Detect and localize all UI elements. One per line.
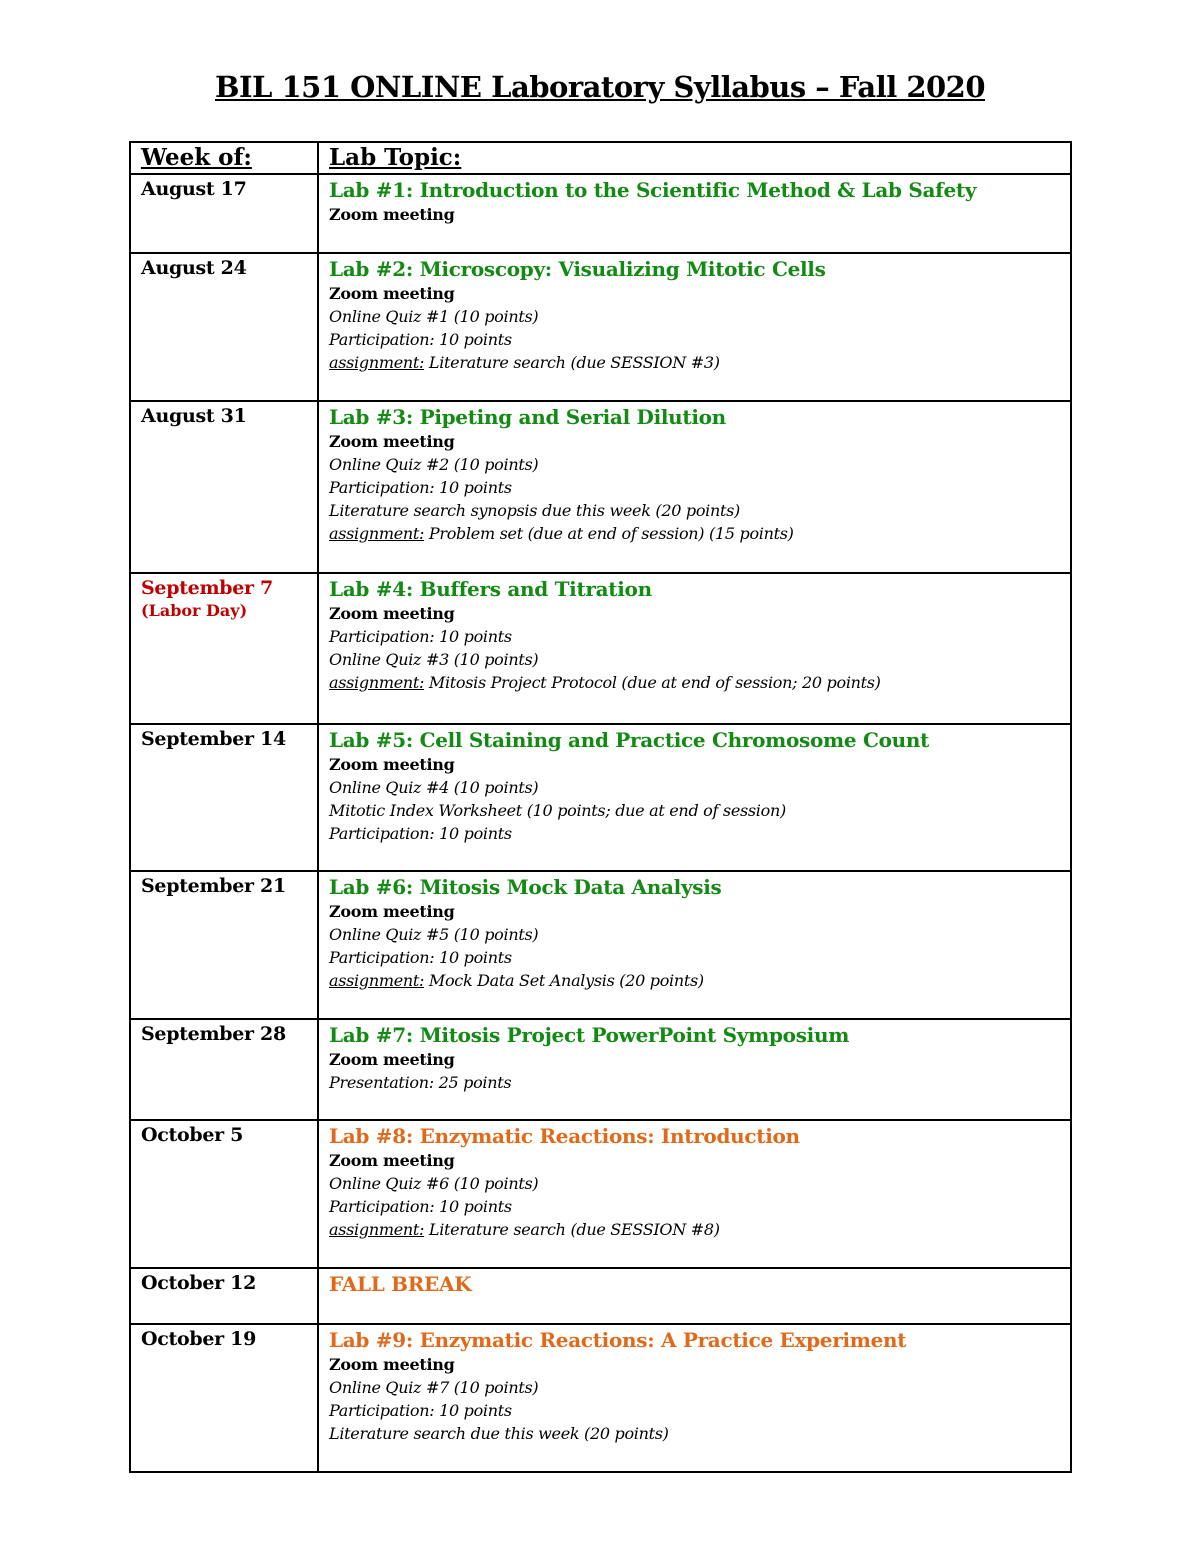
assignment-text: Mock Data Set Analysis (20 points) bbox=[424, 971, 704, 990]
lab-topic: Lab #7: Mitosis Project PowerPoint Symposium bbox=[329, 1023, 850, 1047]
week-header: Week of: bbox=[130, 142, 318, 174]
quiz-item: Online Quiz #2 (10 points) bbox=[329, 455, 539, 474]
participation-item: Participation: 10 points bbox=[329, 948, 512, 967]
page-title: BIL 151 ONLINE Laboratory Syllabus – Fall 2020 bbox=[214, 70, 986, 104]
quiz-item: Online Quiz #5 (10 points) bbox=[329, 925, 539, 944]
syllabus-table bbox=[129, 141, 1072, 1473]
week-date: August 24 bbox=[141, 257, 247, 279]
meeting-type: Zoom meeting bbox=[329, 1355, 455, 1374]
literature-item: Literature search synopsis due this week (20 points) bbox=[329, 501, 740, 520]
table-row bbox=[130, 253, 1071, 401]
week-date: October 19 bbox=[141, 1328, 257, 1350]
participation-item: Participation: 10 points bbox=[329, 1197, 512, 1216]
assignment-item bbox=[329, 351, 1060, 374]
quiz-item: Online Quiz #1 (10 points) bbox=[329, 307, 539, 326]
assignment-item bbox=[329, 522, 1060, 545]
quiz-item: Online Quiz #6 (10 points) bbox=[329, 1174, 539, 1193]
meeting-type: Zoom meeting bbox=[329, 205, 455, 224]
table-row bbox=[130, 1268, 1071, 1324]
week-date: October 5 bbox=[141, 1124, 244, 1146]
meeting-type: Zoom meeting bbox=[329, 604, 455, 623]
assignment-label: assignment: bbox=[329, 673, 425, 692]
lab-topic: Lab #5: Cell Staining and Practice Chromosome Count bbox=[329, 728, 930, 752]
participation-item: Participation: 10 points bbox=[329, 1401, 512, 1420]
table-row bbox=[130, 1324, 1071, 1472]
meeting-type: Zoom meeting bbox=[329, 902, 455, 921]
meeting-type: Zoom meeting bbox=[329, 1050, 455, 1069]
lab-topic: Lab #3: Pipeting and Serial Dilution bbox=[329, 405, 726, 429]
assignment-text: Problem set (due at end of session) (15 points) bbox=[424, 524, 794, 543]
quiz-item: Online Quiz #7 (10 points) bbox=[329, 1378, 539, 1397]
table-row bbox=[130, 573, 1071, 724]
worksheet-item: Mitotic Index Worksheet (10 points; due at end of session) bbox=[329, 801, 786, 820]
assignment-text: Literature search (due SESSION #3) bbox=[424, 353, 720, 372]
week-date: August 31 bbox=[141, 405, 247, 427]
lab-topic: FALL BREAK bbox=[329, 1272, 472, 1296]
lab-topic: Lab #4: Buffers and Titration bbox=[329, 577, 652, 601]
assignment-item bbox=[329, 1218, 1060, 1241]
lab-topic: Lab #1: Introduction to the Scientific Method & Lab Safety bbox=[329, 178, 977, 202]
table-row bbox=[130, 174, 1071, 253]
assignment-label: assignment: bbox=[329, 353, 425, 372]
week-date: August 17 bbox=[141, 178, 247, 200]
assignment-label: assignment: bbox=[329, 1220, 425, 1239]
week-date: September 21 bbox=[141, 875, 286, 897]
holiday-note: (Labor Day) bbox=[141, 601, 248, 620]
participation-item: Participation: 10 points bbox=[329, 824, 512, 843]
assignment-label: assignment: bbox=[329, 971, 425, 990]
table-row bbox=[130, 871, 1071, 1019]
quiz-item: Online Quiz #3 (10 points) bbox=[329, 650, 539, 669]
week-date: September 14 bbox=[141, 728, 286, 750]
table-row bbox=[130, 724, 1071, 871]
meeting-type: Zoom meeting bbox=[329, 1151, 455, 1170]
topic-header: Lab Topic: bbox=[318, 142, 1071, 174]
meeting-type: Zoom meeting bbox=[329, 755, 455, 774]
lab-topic: Lab #9: Enzymatic Reactions: A Practice Experiment bbox=[329, 1328, 907, 1352]
assignment-item bbox=[329, 671, 1060, 694]
quiz-item: Online Quiz #4 (10 points) bbox=[329, 778, 539, 797]
assignment-label: assignment: bbox=[329, 524, 425, 543]
meeting-type: Zoom meeting bbox=[329, 432, 455, 451]
participation-item: Participation: 10 points bbox=[329, 330, 512, 349]
table-row bbox=[130, 1019, 1071, 1120]
header-row bbox=[130, 142, 1071, 174]
lab-topic: Lab #2: Microscopy: Visualizing Mitotic Cells bbox=[329, 257, 826, 281]
week-date: September 7 bbox=[141, 577, 273, 599]
table-row bbox=[130, 401, 1071, 573]
meeting-type: Zoom meeting bbox=[329, 284, 455, 303]
lab-topic: Lab #6: Mitosis Mock Data Analysis bbox=[329, 875, 722, 899]
assignment-text: Mitosis Project Protocol (due at end of session; 20 points) bbox=[424, 673, 881, 692]
assignment-item bbox=[329, 969, 1060, 992]
participation-item: Participation: 10 points bbox=[329, 478, 512, 497]
week-date: October 12 bbox=[141, 1272, 257, 1294]
participation-item: Participation: 10 points bbox=[329, 627, 512, 646]
assignment-text: Literature search (due SESSION #8) bbox=[424, 1220, 720, 1239]
week-date: September 28 bbox=[141, 1023, 286, 1045]
table-row bbox=[130, 1120, 1071, 1268]
lab-topic: Lab #8: Enzymatic Reactions: Introduction bbox=[329, 1124, 800, 1148]
literature-item: Literature search due this week (20 points) bbox=[329, 1424, 669, 1443]
presentation-item: Presentation: 25 points bbox=[329, 1073, 512, 1092]
